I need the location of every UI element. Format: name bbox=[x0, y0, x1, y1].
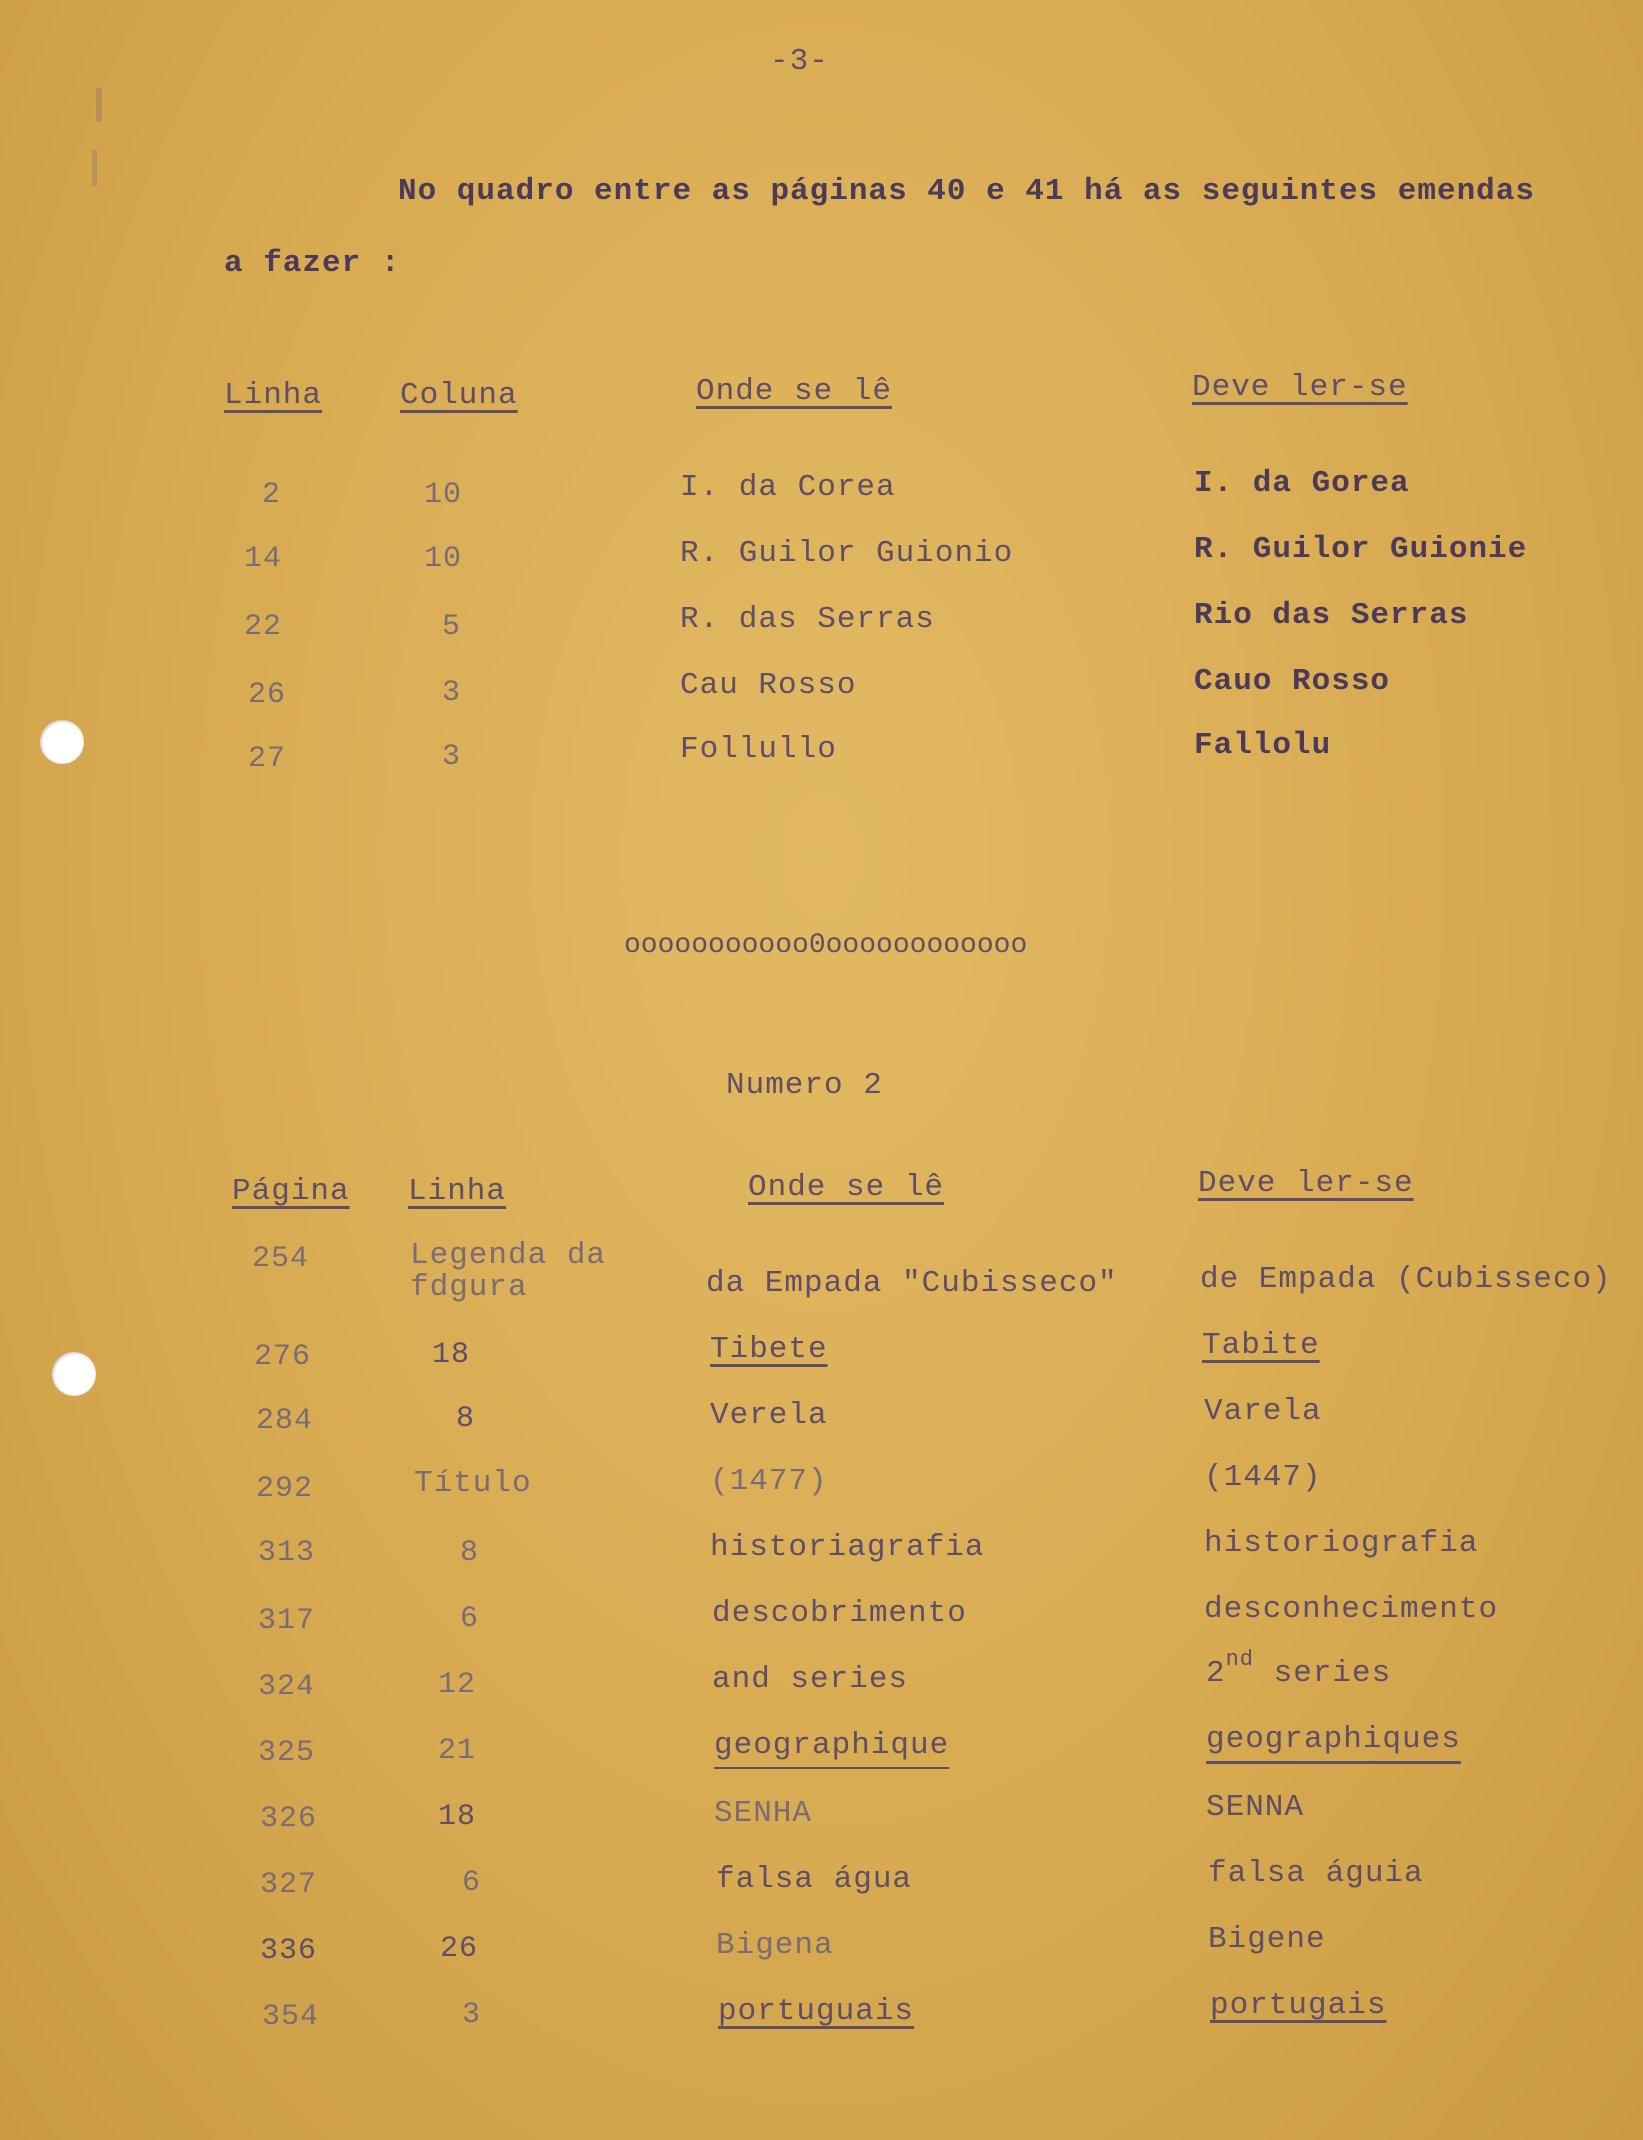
table2-row9-deve: SENNA bbox=[1206, 1790, 1305, 1825]
table1-row2-linha: 14 bbox=[244, 542, 283, 576]
table2-row7-onde: and series bbox=[712, 1662, 909, 1697]
table2-row1-linha-cont: fdgura bbox=[410, 1270, 528, 1305]
table2-row11-deve: Bigene bbox=[1208, 1922, 1326, 1957]
table1-row3-deve: Rio das Serras bbox=[1194, 598, 1469, 633]
table2-row2-onde: Tibete bbox=[710, 1332, 828, 1367]
table1-row4-deve: Cauo Rosso bbox=[1194, 664, 1391, 699]
table2-row1-deve: de Empada (Cubisseco) bbox=[1200, 1262, 1612, 1297]
table2-row5-onde: historiagrafia bbox=[710, 1530, 985, 1565]
table2-row4-linha: Título bbox=[414, 1466, 532, 1501]
table1-row1-deve: I. da Gorea bbox=[1194, 466, 1410, 501]
table1-header-onde: Onde se lê bbox=[696, 374, 893, 409]
table2-row6-pagina: 317 bbox=[258, 1604, 316, 1638]
table2-row1-pagina: 254 bbox=[252, 1242, 310, 1276]
table2-row7-deve bbox=[1206, 1647, 1392, 1691]
table1-row3-coluna: 5 bbox=[442, 610, 462, 644]
page-number: -3- bbox=[770, 44, 829, 79]
table2-header-deve: Deve ler-se bbox=[1198, 1166, 1414, 1201]
table2-row6-deve: desconhecimento bbox=[1204, 1592, 1499, 1627]
table2-row2-pagina: 276 bbox=[254, 1340, 312, 1374]
table2-row8-linha: 21 bbox=[438, 1734, 477, 1768]
table1-row4-coluna: 3 bbox=[442, 676, 462, 710]
table2-row10-deve: falsa águia bbox=[1208, 1856, 1424, 1891]
table2-row3-linha: 8 bbox=[456, 1402, 476, 1436]
table1-row1-linha: 2 bbox=[262, 478, 282, 512]
table2-row8-deve: geographiques bbox=[1206, 1722, 1461, 1757]
table2-row11-linha: 26 bbox=[440, 1932, 479, 1966]
table2-row5-pagina: 313 bbox=[258, 1536, 316, 1570]
table1-row1-coluna: 10 bbox=[424, 478, 463, 512]
table1-header-linha: Linha bbox=[224, 378, 323, 413]
table1-row4-linha: 26 bbox=[248, 678, 287, 712]
table2-row7-deve-word: series bbox=[1273, 1656, 1392, 1691]
table2-row7-linha: 12 bbox=[438, 1668, 477, 1702]
table2-row11-pagina: 336 bbox=[260, 1934, 318, 1968]
table1-row3-onde: R. das Serras bbox=[680, 602, 935, 637]
table1-row5-coluna: 3 bbox=[442, 740, 462, 774]
table2-header-pagina: Página bbox=[232, 1174, 350, 1209]
table1-row3-linha: 22 bbox=[244, 610, 283, 644]
intro-line-1: No quadro entre as páginas 40 e 41 há as seguintes emendas bbox=[398, 174, 1535, 209]
table2-row10-onde: falsa água bbox=[716, 1862, 913, 1897]
table2-row10-linha: 6 bbox=[462, 1866, 482, 1900]
staple-mark-lower bbox=[92, 150, 97, 186]
table1-header-coluna: Coluna bbox=[400, 378, 518, 413]
table2-row12-deve: portugais bbox=[1210, 1988, 1387, 2023]
table2-row12-pagina: 354 bbox=[262, 2000, 320, 2034]
table2-row4-onde: (1477) bbox=[710, 1464, 828, 1499]
table1-row2-onde: R. Guilor Guionio bbox=[680, 536, 1014, 571]
table2-row8-pagina: 325 bbox=[258, 1736, 316, 1770]
table1-row5-onde: Follullo bbox=[680, 732, 837, 767]
table2-row9-linha: 18 bbox=[438, 1800, 477, 1834]
punch-hole-bottom bbox=[52, 1352, 96, 1396]
table1-row5-deve: Fallolu bbox=[1194, 728, 1332, 763]
table2-row3-onde: Verela bbox=[710, 1398, 828, 1433]
table2-row5-linha: 8 bbox=[460, 1536, 480, 1570]
table2-row12-linha: 3 bbox=[462, 1998, 482, 2032]
table2-row6-onde: descobrimento bbox=[712, 1596, 967, 1631]
table2-row8-onde: geographique bbox=[714, 1728, 950, 1763]
table2-row1-onde: da Empada "Cubisseco" bbox=[706, 1266, 1118, 1301]
table2-row4-deve: (1447) bbox=[1204, 1460, 1322, 1495]
table2-header-linha: Linha bbox=[408, 1174, 507, 1209]
table2-row11-onde: Bigena bbox=[716, 1928, 834, 1963]
table2-row2-linha: 18 bbox=[432, 1338, 471, 1372]
separator-line: ooooooooooo0oooooooooooo bbox=[624, 930, 1028, 961]
table1-row1-onde: I. da Corea bbox=[680, 470, 896, 505]
section-title: Numero 2 bbox=[726, 1068, 883, 1103]
table2-header-onde: Onde se lê bbox=[748, 1170, 945, 1205]
table1-row5-linha: 27 bbox=[248, 742, 287, 776]
table2-row2-deve: Tabite bbox=[1202, 1328, 1320, 1363]
table2-row12-onde: portuguais bbox=[718, 1994, 915, 2029]
table2-row1-linha: Legenda da bbox=[410, 1238, 607, 1273]
table1-row4-onde: Cau Rosso bbox=[680, 668, 857, 703]
table2-row9-onde: SENHA bbox=[714, 1796, 813, 1831]
staple-mark bbox=[96, 88, 102, 122]
intro-line-2: a fazer : bbox=[224, 246, 401, 281]
table2-row7-deve-sup: nd bbox=[1225, 1647, 1255, 1672]
table2-row7-deve-num: 2 bbox=[1206, 1656, 1226, 1691]
table2-row9-pagina: 326 bbox=[260, 1802, 318, 1836]
table1-header-deve: Deve ler-se bbox=[1192, 370, 1408, 405]
table2-row3-pagina: 284 bbox=[256, 1404, 314, 1438]
table1-row2-deve: R. Guilor Guionie bbox=[1194, 532, 1528, 567]
table2-row10-pagina: 327 bbox=[260, 1868, 318, 1902]
table2-row5-deve: historiografia bbox=[1204, 1526, 1479, 1561]
table2-row6-linha: 6 bbox=[460, 1602, 480, 1636]
table1-row2-coluna: 10 bbox=[424, 542, 463, 576]
table2-row3-deve: Varela bbox=[1204, 1394, 1322, 1429]
table2-row7-pagina: 324 bbox=[258, 1670, 316, 1704]
punch-hole-top bbox=[40, 720, 84, 764]
table2-row4-pagina: 292 bbox=[256, 1472, 314, 1506]
